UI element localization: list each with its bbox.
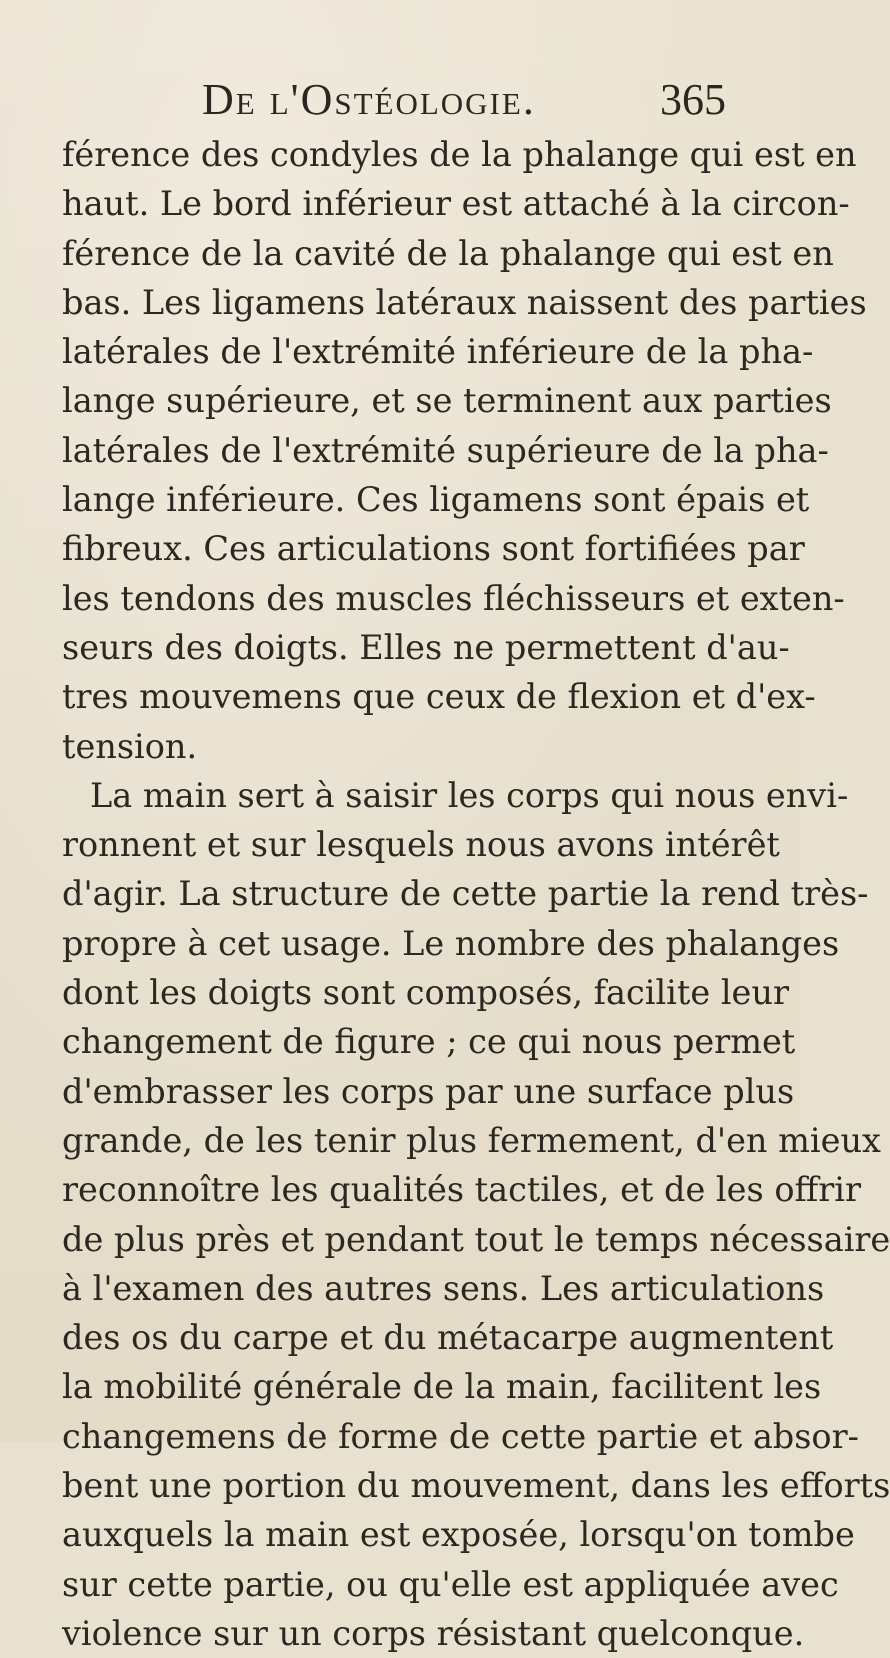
text-line: lange inférieure. Ces ligamens sont épais et [62,480,810,520]
text-line: férence des condyles de la phalange qui est en [62,135,857,174]
text-line: latérales de l'extrémité inférieure de la pha- [62,332,814,372]
text-line: fibreux. Ces articulations sont fortifiées par [62,529,805,569]
body-text [62,130,890,1658]
page-header [0,70,800,126]
page-number: 365 [660,75,726,124]
text-line: tres mouvemens que ceux de flexion et d'ex- [62,677,816,717]
text-line: changemens de forme de cette partie et absor- [62,1416,859,1456]
text-line: la mobilité générale de la main, facilitent les [62,1367,822,1407]
text-line: de plus près et pendant tout le temps nécessaire [62,1219,890,1259]
text-line: haut. Le bord inférieur est attaché à la circon- [62,184,850,224]
text-line: férence de la cavité de la phalange qui est en [62,233,834,273]
text-line: bas. Les ligamens latéraux naissent des parties [62,282,867,322]
text-line: latérales de l'extrémité supérieure de la pha- [62,430,829,470]
text-line: sur cette partie, ou qu'elle est appliquée avec [62,1564,839,1604]
text-line: bent une portion du mouvement, dans les efforts [62,1466,890,1506]
running-title: De l'Ostéologie. [202,75,536,124]
text-line: reconnoître les qualités tactiles, et de les offrir [62,1170,862,1210]
text-line: dont les doigts sont composés, facilite leur [62,973,789,1013]
text-line: des os du carpe et du métacarpe augmentent [62,1318,834,1358]
text-line: auxquels la main est exposée, lorsqu'on tombe [62,1515,855,1555]
text-line: tension. [62,726,198,766]
text-line: d'embrasser les corps par une surface plus [62,1071,795,1111]
text-line: propre à cet usage. Le nombre des phalanges [62,923,840,963]
paragraph-start-line: La main sert à saisir les corps qui nous envi- [90,775,849,815]
text-line: à l'examen des autres sens. Les articulations [62,1268,825,1308]
text-line: d'agir. La structure de cette partie la rend très- [62,874,869,914]
text-line: grande, de les tenir plus fermement, d'en mieux [62,1120,881,1160]
text-line: lange supérieure, et se terminent aux parties [62,381,832,421]
text-line: les tendons des muscles fléchisseurs et exten- [62,578,845,618]
text-line: violence sur un corps résistant quelconque. [62,1613,805,1653]
text-line: ronnent et sur lesquels nous avons intérêt [62,825,780,865]
text-line: seurs des doigts. Elles ne permettent d'au- [62,627,790,667]
text-line: changement de figure ; ce qui nous permet [62,1022,796,1062]
